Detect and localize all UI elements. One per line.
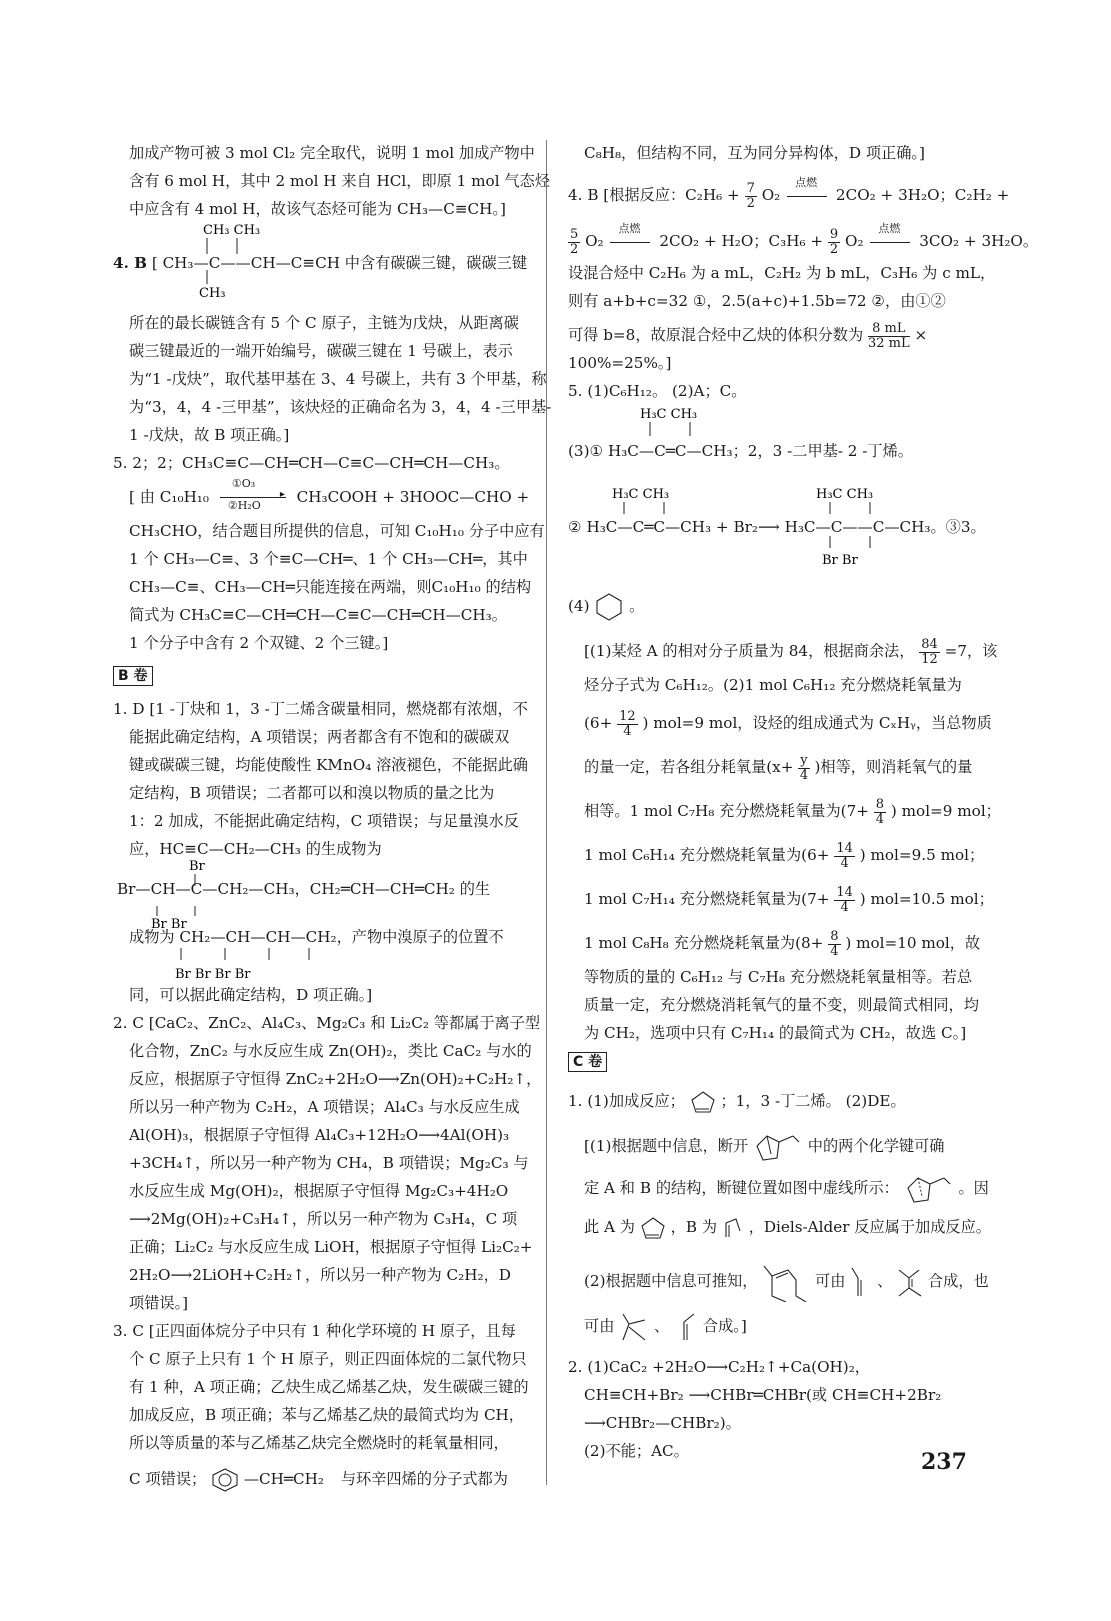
fraction bbox=[617, 710, 638, 738]
text: O₂ bbox=[845, 232, 864, 251]
text: 合成，也 bbox=[927, 1272, 989, 1290]
text: ) mol=9 mol； bbox=[890, 802, 1001, 821]
text: O₂ bbox=[585, 232, 604, 251]
text: 与环辛四烯的分子式都为 bbox=[340, 1470, 508, 1488]
struct-main: Br—CH—C—CH₂—CH₃，CH₂═CH—CH═CH₂ 的生 bbox=[117, 880, 491, 898]
methyl-diene-icon bbox=[619, 1312, 649, 1342]
denominator: 4 bbox=[840, 855, 849, 871]
text: 相等。1 mol C₇H₈ 充分燃烧耗氧量为(7+ bbox=[584, 802, 869, 821]
b3-line-styrene bbox=[113, 1468, 508, 1492]
text-line: 能据此确定结构，A 项错误；两者都含有不饱和的碳碳双 bbox=[129, 728, 510, 746]
fraction bbox=[834, 842, 855, 870]
text-line: 加成产物可被 3 mol Cl₂ 完全取代，说明 1 mol 加成产物中 bbox=[129, 144, 535, 162]
text-line: 化合物，ZnC₂ 与水反应生成 Zn(OH)₂，类比 CaC₂ 与水的 bbox=[129, 1042, 532, 1060]
text-line: 等物质的量的 C₆H₁₂ 与 C₇H₈ 充分燃烧耗氧量相等。若总 bbox=[584, 968, 973, 986]
dimethyl-alkene-icon bbox=[897, 1266, 923, 1298]
text-line: 项错误。] bbox=[129, 1294, 189, 1312]
explain-line bbox=[568, 930, 980, 958]
text: (6+ bbox=[584, 714, 613, 733]
text-line: 所以另一种产物为 C₂H₂，A 项错误；Al₄C₃ 与水反应生成 bbox=[129, 1098, 520, 1116]
text-line: 同，可以据此确定结构，D 项正确。] bbox=[129, 986, 373, 1004]
text-line: 中应含有 4 mol H，故该气态烃可能为 CH₃—C≡CH。] bbox=[129, 200, 506, 218]
reaction-arrow bbox=[785, 176, 831, 203]
text-line: 加成反应，B 项正确；苯与乙烯基乙炔的最简式均为 CH， bbox=[129, 1406, 524, 1424]
cyclopentadiene-icon bbox=[690, 1090, 716, 1114]
text-line: 3. C [正四面体烷分子中只有 1 种化学环境的 H 原子，且每 bbox=[113, 1322, 516, 1340]
numerator: 8 bbox=[830, 929, 839, 944]
text-line: 所在的最长碳链含有 5 个 C 原子，主链为戊炔，从距离碳 bbox=[129, 314, 519, 332]
text-line: 应，HC≡C—CH₂—CH₃ 的生成物为 bbox=[129, 840, 382, 858]
text-line: 键或碳碳三键，均能使酸性 KMnO₄ 溶液褪色，不能据此确 bbox=[129, 756, 528, 774]
numerator: 12 bbox=[619, 709, 636, 724]
q4-line bbox=[113, 256, 527, 271]
text-line: CH₃—C≡、CH₃—CH═只能连接在两端，则C₁₀H₁₀ 的结构 bbox=[129, 578, 532, 596]
structure-q5-1 bbox=[568, 400, 980, 440]
text: 可由 bbox=[584, 1317, 615, 1335]
struct-top-label: H₃C CH₃ bbox=[640, 407, 698, 422]
arrow-line bbox=[610, 242, 650, 243]
text-line: 质量一定，充分燃烧消耗氧气的量不变，则最简式相同，均 bbox=[584, 996, 979, 1014]
text: 定 A 和 B 的结构，断键位置如图中虚线所示： bbox=[584, 1179, 899, 1197]
text-line: (3)① H₃C—C═C—CH₃；2，3 -二甲基- 2 -丁烯。 bbox=[568, 442, 913, 460]
text-line: 成物为 CH₂—CH—CH—CH₂，产物中溴原子的位置不 bbox=[129, 928, 504, 946]
denominator: 2 bbox=[746, 195, 755, 211]
struct-top-label: H₃C CH₃ bbox=[816, 487, 874, 502]
reaction-arrow bbox=[608, 222, 654, 249]
text: —CH═CH₂ bbox=[243, 1470, 325, 1488]
denominator: 2 bbox=[570, 241, 579, 257]
struct-top-label: H₃C CH₃ bbox=[612, 487, 670, 502]
fraction bbox=[834, 886, 855, 914]
text: =7，该 bbox=[944, 642, 998, 661]
struct-bot-label: Br Br Br Br bbox=[175, 967, 251, 982]
section-c-label: C 卷 bbox=[568, 1052, 607, 1072]
text: 、 bbox=[654, 1317, 670, 1335]
text-line: 所以等质量的苯与乙烯基乙炔完全燃烧时的耗氧量相同， bbox=[129, 1434, 509, 1452]
text-line: C₈H₈，但结构不同，互为同分异构体，D 项正确。] bbox=[584, 144, 925, 162]
alkyne-icon bbox=[674, 1312, 698, 1342]
text-line: ② H₃C—C═C—CH₃ + Br₂⟶ H₃C—C——C—CH₃。③3。 bbox=[568, 518, 986, 536]
q4-reaction-line-1 bbox=[568, 176, 1010, 211]
text: (4) bbox=[568, 597, 590, 615]
text: 此 A 为 bbox=[584, 1218, 635, 1236]
text-line: 简式为 CH₃C≡C—CH═CH—C≡C—CH═CH—CH₃。 bbox=[129, 606, 507, 624]
butadiene-icon bbox=[722, 1217, 744, 1239]
text: 4. B [根据反应：C₂H₆ + bbox=[568, 186, 740, 205]
text: 可得 b=8，故原混合烃中乙炔的体积分数为 bbox=[568, 326, 864, 345]
text: 1. (1)加成反应； bbox=[568, 1092, 685, 1110]
text-line: 1 个分子中含有 2 个双键、2 个三键。] bbox=[129, 634, 389, 652]
text-line: 为“1 -戊炔”，取代基甲基在 3、4 号碳上，共有 3 个甲基，称 bbox=[129, 370, 547, 388]
text: ；1，3 -丁二烯。 (2)DE。 bbox=[720, 1092, 906, 1110]
denominator: 12 bbox=[921, 651, 938, 667]
struct-main: [ CH₃—C——CH—C≡CH bbox=[151, 254, 340, 272]
denominator: 4 bbox=[830, 943, 839, 959]
numerator: 14 bbox=[836, 885, 853, 900]
q5-answer: 5. 2；2；CH₃C≡C—CH═CH—C≡C—CH═CH—CH₃。 bbox=[113, 454, 510, 472]
text-line: 2. (1)CaC₂ +2H₂O⟶C₂H₂↑+Ca(OH)₂， bbox=[568, 1358, 870, 1376]
fraction bbox=[568, 228, 580, 256]
denominator: 4 bbox=[623, 723, 632, 739]
text-line: 含有 6 mol H，其中 2 mol H 来自 HCl，即原 1 mol 气态烃 bbox=[129, 172, 550, 190]
c1-line-4 bbox=[568, 1216, 991, 1240]
text-line: 有 1 种，A 项正确；乙炔生成乙烯基乙炔，发生碳碳三键的 bbox=[129, 1378, 529, 1396]
text-line: Al(OH)₃，根据原子守恒得 Al₄C₃+12H₂O⟶4Al(OH)₃ bbox=[129, 1126, 510, 1144]
text-line: 反应，根据原子守恒得 ZnC₂+2H₂O⟶Zn(OH)₂+C₂H₂↑， bbox=[129, 1070, 542, 1088]
text-line: 则有 a+b+c=32 ①，2.5(a+c)+1.5b=72 ②，由①② bbox=[568, 292, 946, 310]
explain-line bbox=[568, 638, 997, 666]
c1-line-5 bbox=[568, 1262, 989, 1302]
text-line: CH₃CHO，结合题目所提供的信息，可知 C₁₀H₁₀ 分子中应有 bbox=[129, 522, 545, 540]
text-line: 为 CH₂，选项中只有 C₇H₁₄ 的最简式为 CH₂，故选 C。] bbox=[584, 1024, 967, 1042]
fraction bbox=[919, 638, 940, 666]
denominator: 2 bbox=[829, 241, 839, 257]
text: 3CO₂ + 3H₂O。 bbox=[919, 232, 1039, 251]
text: 1 mol C₈H₈ 充分燃烧耗氧量为(8+ bbox=[584, 934, 824, 953]
text-line: 烃分子式为 C₆H₁₂。(2)1 mol C₆H₁₂ 充分燃烧耗氧量为 bbox=[584, 676, 962, 694]
q4-fraction-line bbox=[568, 322, 927, 350]
text: [(1)根据题中信息，断开 bbox=[584, 1137, 749, 1155]
c1-line-2 bbox=[568, 1132, 944, 1162]
c1-line-1 bbox=[568, 1090, 906, 1114]
arrow-label: 点燃 bbox=[618, 222, 641, 236]
arrow-line bbox=[870, 242, 910, 243]
text-line: 1：2 加成，不能据此确定结构，C 项错误；与足量溴水反 bbox=[129, 812, 519, 830]
fraction bbox=[868, 322, 910, 350]
question-number: 4. B bbox=[113, 254, 147, 272]
diene-icon bbox=[850, 1266, 872, 1298]
explain-line bbox=[568, 886, 994, 914]
denominator: 4 bbox=[840, 899, 849, 915]
numerator: 9 bbox=[829, 227, 839, 242]
text-line: 1 -戊炔，故 B 项正确。] bbox=[129, 426, 290, 444]
struct-bot-label: Br Br bbox=[822, 553, 858, 568]
c1-line-6 bbox=[568, 1312, 747, 1342]
text-line: 个 C 原子上只有 1 个 H 原子，则正四面体烷的二氯代物只 bbox=[129, 1350, 527, 1368]
text: (2)根据题中信息可推知， bbox=[584, 1272, 758, 1290]
denominator: 32 mL bbox=[867, 335, 910, 351]
numerator: 8 mL bbox=[868, 322, 910, 337]
text: 1 mol C₆H₁₄ 充分燃烧耗氧量为(6+ bbox=[584, 846, 830, 865]
text: 的量一定，若各组分耗氧量(x+ bbox=[584, 758, 794, 777]
text-line: 2H₂O⟶2LiOH+C₂H₂↑，所以另一种产物为 C₂H₂，D bbox=[129, 1266, 511, 1284]
text: O₂ bbox=[761, 186, 781, 205]
page-number: 237 bbox=[921, 1449, 967, 1475]
text-line: CH≡CH+Br₂ ⟶CHBr═CHBr(或 CH≡CH+2Br₂ bbox=[584, 1386, 942, 1404]
text: ) mol=10.5 mol； bbox=[859, 890, 994, 909]
reaction-arrow bbox=[214, 477, 292, 512]
benzene-ring-icon bbox=[211, 1468, 239, 1492]
text: ) mol=10 mol，故 bbox=[845, 934, 981, 953]
c1-line-3 bbox=[568, 1174, 989, 1204]
explain-line bbox=[568, 754, 972, 782]
cyclopentadiene-icon bbox=[640, 1216, 666, 1240]
text-line: +3CH₄↑，所以另一种产物为 CH₄，B 项错误；Mg₂C₃ 与 bbox=[129, 1154, 529, 1172]
section-b-label: B 卷 bbox=[113, 666, 153, 686]
arrow-label: 点燃 bbox=[795, 176, 818, 190]
numerator: y bbox=[800, 753, 808, 768]
norbornene-bond-cut-icon bbox=[904, 1174, 954, 1204]
column-divider bbox=[546, 140, 547, 1485]
fraction bbox=[745, 182, 757, 210]
text: 2CO₂ + 3H₂O；C₂H₂ + bbox=[835, 186, 1010, 205]
numerator: 14 bbox=[836, 841, 853, 856]
text-line: 碳三键最近的一端开始编号，碳碳三键在 1 号碳上，表示 bbox=[129, 342, 513, 360]
reaction-arrow bbox=[868, 222, 914, 249]
struct-top-label: CH₃ CH₃ bbox=[203, 223, 261, 238]
explain-line bbox=[568, 798, 1001, 826]
arrow-head: ▸ bbox=[279, 489, 285, 500]
q4-reaction-line-2 bbox=[568, 222, 1039, 257]
numerator: 8 bbox=[875, 797, 885, 812]
text: [ 由 C₁₀H₁₀ bbox=[129, 488, 209, 506]
text: × bbox=[914, 326, 928, 345]
text: 中含有碳碳三键，碳碳三键 bbox=[344, 254, 528, 272]
product-skeleton-icon bbox=[762, 1262, 810, 1302]
text: C 项错误； bbox=[129, 1470, 207, 1488]
text: 。 bbox=[629, 597, 645, 615]
arrow-line bbox=[787, 196, 827, 197]
q5-explain-line bbox=[113, 477, 530, 512]
structure-b1-product bbox=[113, 944, 525, 984]
numerator: 5 bbox=[570, 227, 579, 242]
text-line: (2)不能；AC。 bbox=[584, 1442, 689, 1460]
cyclohexane-icon bbox=[594, 592, 624, 622]
arrow-bottom-label: ②H₂O bbox=[227, 499, 261, 512]
text: [(1)某烃 A 的相对分子质量为 84，根据商余法， bbox=[584, 642, 915, 661]
text-line: 水反应生成 Mg(OH)₂，根据原子守恒得 Mg₂C₃+4H₂O bbox=[129, 1182, 509, 1200]
text: 。因 bbox=[958, 1179, 989, 1197]
text: 、 bbox=[877, 1272, 893, 1290]
text: 1 mol C₇H₁₄ 充分燃烧耗氧量为(7+ bbox=[584, 890, 830, 909]
numerator: 84 bbox=[921, 637, 938, 652]
norbornene-vinyl-icon bbox=[753, 1132, 803, 1162]
explain-line bbox=[568, 842, 984, 870]
text-line: 2. C [CaC₂、ZnC₂、Al₄C₃、Mg₂C₃ 和 Li₂C₂ 等都属于离子型 bbox=[113, 1014, 541, 1032]
fraction bbox=[828, 930, 840, 958]
text-line: 定结构，B 项错误；二者都可以和溴以物质的量之比为 bbox=[129, 784, 495, 802]
denominator: 4 bbox=[875, 811, 885, 827]
numerator: 7 bbox=[746, 181, 755, 196]
text-line: 1. D [1 -丁炔和 1，3 -丁二烯含碳量相同，燃烧都有浓烟，不 bbox=[113, 700, 528, 718]
text-line: 为“3，4，4 -三甲基”，该炔烃的正确命名为 3，4，4 -三甲基- bbox=[129, 398, 552, 416]
denominator: 4 bbox=[799, 767, 809, 783]
text-line: 设混合烃中 C₂H₆ 为 a mL，C₂H₂ 为 b mL，C₃H₆ 为 c mL， bbox=[568, 264, 996, 282]
arrow-line bbox=[220, 497, 286, 498]
fraction bbox=[874, 798, 886, 826]
text: ) mol=9 mol，设烃的组成通式为 CₓHᵧ，当总物质 bbox=[642, 714, 992, 733]
text: 2CO₂ + H₂O；C₃H₆ + bbox=[659, 232, 824, 251]
text-line: ⟶CHBr₂—CHBr₂)。 bbox=[584, 1414, 741, 1432]
text-line: 1 个 CH₃—C≡、3 个≡C—CH═、1 个 CH₃—CH═，其中 bbox=[129, 550, 528, 568]
text: 可由 bbox=[815, 1272, 846, 1290]
fraction bbox=[828, 228, 840, 256]
text-line: 5. (1)C₆H₁₂。 (2)A；C。 bbox=[568, 382, 747, 400]
struct-bot-label: CH₃ bbox=[199, 286, 226, 300]
text: ) mol=9.5 mol； bbox=[859, 846, 985, 865]
text: ，B 为 bbox=[670, 1218, 718, 1236]
arrow-label: 点燃 bbox=[878, 222, 901, 236]
fraction bbox=[798, 754, 809, 782]
struct-bot-label: Br Br bbox=[151, 917, 187, 930]
q5-4-line bbox=[568, 592, 644, 622]
text: )相等，则消耗氧气的量 bbox=[814, 758, 973, 777]
text: CH₃COOH + 3HOOC—CHO + bbox=[296, 488, 530, 506]
text: 合成。] bbox=[702, 1317, 747, 1335]
struct-top-label: Br bbox=[189, 859, 205, 874]
text-line: ⟶2Mg(OH)₂+C₃H₄↑，所以另一种产物为 C₃H₄，C 项 bbox=[129, 1210, 518, 1228]
text: ，Diels-Alder 反应属于加成反应。 bbox=[748, 1218, 991, 1236]
arrow-top-label: ①O₃ bbox=[231, 477, 256, 490]
text-line: 正确；Li₂C₂ 与水反应生成 LiOH，根据原子守恒得 Li₂C₂+ bbox=[129, 1238, 533, 1256]
text-line: 100%=25%。] bbox=[568, 354, 672, 372]
text: 中的两个化学键可确 bbox=[807, 1137, 945, 1155]
explain-line bbox=[568, 710, 992, 738]
